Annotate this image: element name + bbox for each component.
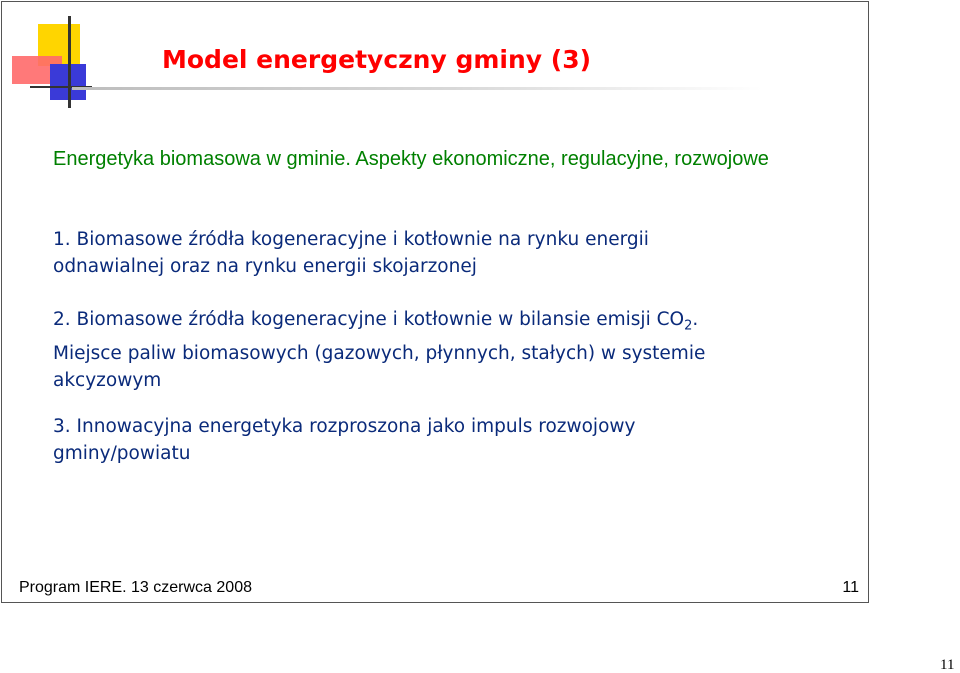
- point-1: [53, 226, 863, 280]
- slide: [1, 1, 869, 603]
- point-2: [53, 306, 863, 394]
- point-3-line-2: gminy/powiatu: [53, 443, 191, 464]
- point-2-line-1-tail: .: [692, 309, 699, 330]
- point-3: [53, 413, 863, 467]
- co2-subscript: 2: [684, 318, 693, 334]
- slide-subtitle: Energetyka biomasowa w gminie. Aspekty ekonomiczne, regulacyjne, rozwojowe: [53, 148, 769, 170]
- point-2-line-1-text: 2. Biomasowe źródła kogeneracyjne i kotłownie w bilansie emisji CO: [53, 309, 685, 330]
- point-3-line-1: 3. Innowacyjna energetyka rozproszona jako impuls rozwojowy: [53, 416, 636, 437]
- point-2-line-1: [53, 306, 863, 340]
- title-underline: [72, 87, 762, 90]
- point-1-line-1: 1. Biomasowe źródła kogeneracyjne i kotłownie na rynku energii: [53, 229, 649, 250]
- logo-vertical-bar: [68, 16, 71, 108]
- point-2-line-2: Miejsce paliw biomasowych (gazowych, płynnych, stałych) w systemie: [53, 342, 706, 364]
- point-1-line-2: odnawialnej oraz na rynku energii skojarzonej: [53, 256, 477, 277]
- slide-page-number: 11: [842, 579, 859, 596]
- decorative-squares-logo-icon: [10, 16, 150, 112]
- footer-text: Program IERE. 13 czerwca 2008: [19, 579, 252, 596]
- point-2-line-3: akcyzowym: [53, 369, 162, 391]
- slide-title: Model energetyczny gminy (3): [162, 45, 592, 74]
- outer-page-number: 11: [940, 657, 955, 673]
